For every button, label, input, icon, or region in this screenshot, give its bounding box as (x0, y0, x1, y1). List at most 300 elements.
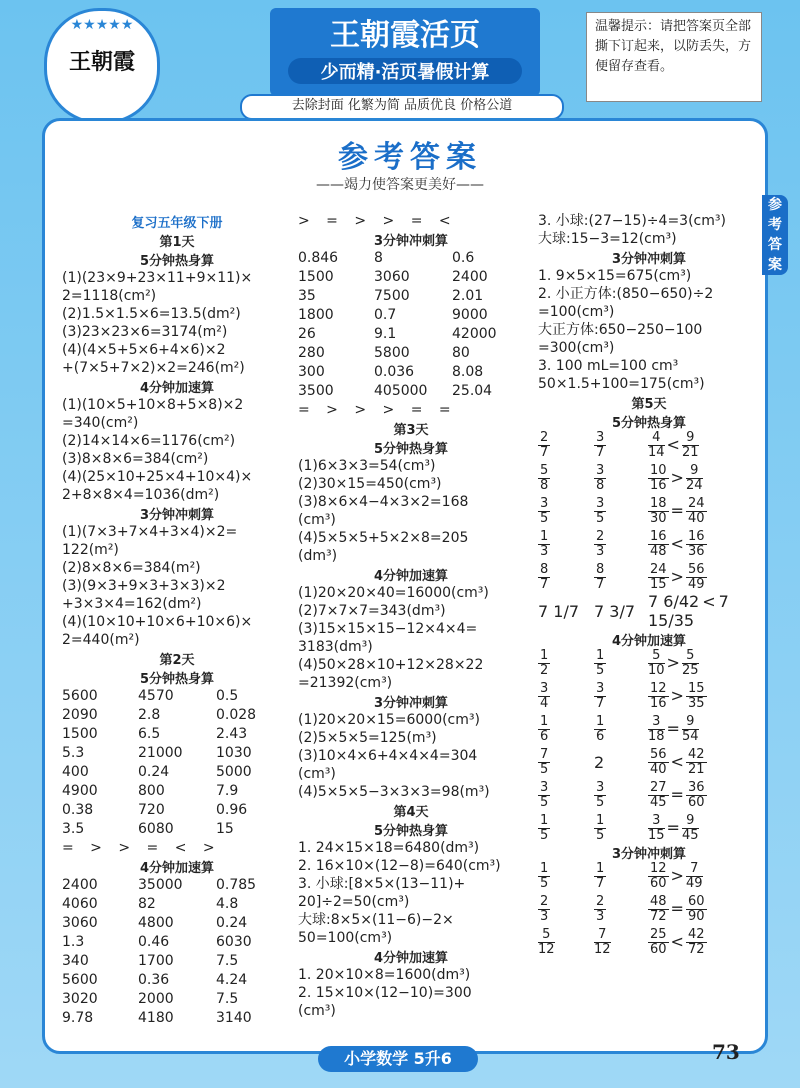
denominator: 90 (687, 909, 705, 924)
denominator: 5 (540, 762, 549, 777)
fraction (594, 895, 606, 924)
grid-cell: 0.5 (216, 688, 239, 704)
numerator: 1 (540, 648, 549, 663)
answer-line: 3. 100 mL=100 cm³ (538, 358, 679, 374)
answer-line: =21392(cm³) (298, 675, 393, 691)
fraction-cell (538, 715, 594, 744)
fraction (686, 530, 707, 559)
answer-line: 1. 9×5×15=675(cm³) (538, 268, 692, 284)
numerator: 3 (648, 715, 665, 730)
answer-line: 2=1118(cm²) (62, 288, 157, 304)
section-label: 3分钟冲刺算 (139, 508, 215, 523)
compare-sign: = (666, 719, 680, 738)
denominator: 14 (648, 445, 665, 460)
fraction-cell (594, 563, 648, 592)
grid-cell: 1.3 (62, 934, 85, 950)
denominator: 7 (596, 876, 605, 891)
fraction (686, 748, 707, 777)
grid-cell: 2400 (62, 877, 98, 893)
fraction-cell (538, 530, 594, 559)
page-title: 参考答案 (338, 140, 482, 175)
grid-cell: 3020 (62, 991, 98, 1007)
fraction-cell (594, 431, 648, 460)
fraction-cell (648, 748, 758, 777)
fraction (594, 563, 606, 592)
grid-cell: 3060 (374, 269, 410, 285)
fraction (648, 682, 669, 711)
answer-line: (dm³) (298, 548, 338, 564)
compare-signs: = > > > = = (298, 402, 457, 418)
fraction-cell (538, 781, 594, 810)
fraction (538, 649, 550, 678)
section-label: 第4天 (393, 805, 429, 820)
fraction-cell (538, 862, 594, 891)
numerator: 2 (540, 894, 549, 909)
denominator: 3 (540, 544, 549, 559)
denominator: 7 (540, 445, 549, 460)
grid-cell: 5600 (62, 688, 98, 704)
numerator: 1 (540, 813, 549, 828)
fraction (594, 682, 606, 711)
answer-line: 2. 16×10×(12−8)=640(cm³) (298, 858, 501, 874)
grid-cell: 25.04 (452, 383, 493, 399)
answer-line: 3. 小球:(27−15)÷4=3(cm³) (538, 213, 726, 229)
fraction (648, 530, 669, 559)
grid-cell: 8.08 (452, 364, 484, 380)
grid-cell: 0.785 (216, 877, 257, 893)
page-number: 73 (712, 1040, 740, 1064)
numerator: 25 (650, 927, 667, 942)
answer-line: 50×1.5+100=175(cm³) (538, 376, 705, 392)
fraction (648, 563, 669, 592)
grid-cell: 26 (298, 326, 316, 342)
grid-cell: 5.3 (62, 745, 85, 761)
numerator: 60 (687, 894, 705, 909)
grid-cell: 2090 (62, 707, 98, 723)
denominator: 6 (596, 729, 605, 744)
grid-cell: 0.7 (374, 307, 397, 323)
denominator: 30 (650, 511, 667, 526)
fraction-grid (538, 649, 760, 843)
numerator: 2 (596, 529, 605, 544)
fraction-cell (538, 814, 594, 843)
grid-cell: 7.5 (216, 991, 239, 1007)
grid-cell: 15 (216, 821, 234, 837)
grid-cell: 5800 (374, 345, 410, 361)
answer-line: 2=440(m²) (62, 632, 140, 648)
grid-cell: 9.1 (374, 326, 397, 342)
footer-label: 小学数学 5升6 (318, 1046, 478, 1072)
numerator: 9 (682, 814, 699, 829)
answer-line: (4)(4×5+5×6+4×6)×2 (62, 342, 226, 358)
answer-grid (62, 687, 292, 839)
answer-line: 大球:8×5×(11−6)−2× (298, 912, 454, 928)
numerator: 1 (596, 861, 605, 876)
numerator: 8 (596, 562, 605, 577)
brand-logo (44, 8, 160, 124)
answer-line: +3×3×4=162(dm²) (62, 596, 202, 612)
compare-sign: = (670, 501, 684, 520)
denominator: 5 (596, 511, 605, 526)
denominator: 72 (650, 909, 667, 924)
numerator: 2 (596, 894, 605, 909)
denominator: 60 (687, 795, 705, 810)
fraction (686, 928, 707, 957)
answer-line: (3)10×4×6+4×4×4=304 (298, 748, 478, 764)
grid-cell: 3060 (62, 915, 98, 931)
fraction (538, 895, 550, 924)
section-label: 第3天 (393, 423, 429, 438)
denominator: 5 (540, 511, 549, 526)
fraction (538, 497, 550, 526)
numerator: 1 (596, 714, 605, 729)
fraction (594, 649, 606, 678)
brand-subtitle: 少而精·活页暑假计算 (288, 58, 522, 84)
denominator: 5 (596, 828, 605, 843)
numerator: 1 (540, 861, 549, 876)
compare-sign: = (666, 818, 680, 837)
fraction-cell (538, 928, 594, 957)
denominator: 49 (687, 577, 705, 592)
numerator: 3 (540, 496, 549, 511)
answer-line: +(7×5+7×2)×2=246(m²) (62, 360, 245, 376)
section-label: 5分钟热身算 (373, 442, 449, 457)
compare-sign: > (670, 567, 684, 586)
grid-cell: 0.36 (138, 972, 170, 988)
fraction (682, 649, 699, 678)
numerator: 8 (540, 562, 549, 577)
grid-cell: 3500 (298, 383, 334, 399)
answer-line: (1)(10×5+10×8+5×8)×2 (62, 397, 244, 413)
numerator: 5 (648, 649, 665, 664)
answer-line: 122(m²) (62, 542, 119, 558)
tip-note: 温馨提示：请把答案页全部撕下订起来，以防丢失，方便留存查看。 (586, 12, 762, 102)
grid-cell: 720 (138, 802, 165, 818)
fraction (538, 563, 550, 592)
fraction (686, 682, 707, 711)
compare-signs: > = > > = < (298, 213, 457, 229)
grid-cell: 35 (298, 288, 316, 304)
fraction-cell (594, 895, 648, 924)
answer-line: 大正方体:650−250−100 (538, 322, 703, 338)
denominator: 8 (540, 478, 549, 493)
compare-sign: = (670, 785, 684, 804)
answer-line: (3)15×15×15−12×4×4= (298, 621, 478, 637)
numerator: 5 (682, 649, 699, 664)
compare-sign: > (666, 653, 680, 672)
denominator: 40 (687, 511, 705, 526)
answer-line: (1)(23×9+23×11+9×11)× (62, 270, 253, 286)
denominator: 24 (685, 478, 703, 493)
denominator: 15 (648, 828, 665, 843)
fraction (686, 497, 707, 526)
fraction (594, 431, 606, 460)
denominator: 49 (685, 876, 703, 891)
mixed-number-row (538, 592, 760, 630)
answer-line: (3)(9×3+9×3+3×3)×2 (62, 578, 226, 594)
answer-line: (2)8×8×6=384(m²) (62, 560, 201, 576)
fraction (686, 563, 707, 592)
answer-grid (298, 249, 524, 401)
grid-cell: 3140 (216, 1010, 252, 1026)
section-label: 5分钟热身算 (139, 254, 215, 269)
fraction-grid (538, 431, 760, 592)
fraction (538, 464, 550, 493)
fraction (594, 497, 606, 526)
fraction-cell (648, 530, 758, 559)
fraction-cell (538, 563, 594, 592)
slogan: 去除封面 化繁为简 品质优良 价格公道 (240, 94, 564, 120)
denominator: 10 (648, 663, 665, 678)
grid-cell: 400 (62, 764, 89, 780)
section-label: 第5天 (631, 397, 667, 412)
fraction-cell (648, 814, 758, 843)
section-label: 4分钟加速算 (373, 951, 449, 966)
answer-line: (4)50×28×10+12×28×22 (298, 657, 484, 673)
answer-line: 1. 24×15×18=6480(dm³) (298, 840, 480, 856)
numerator: 10 (650, 463, 667, 478)
fraction-cell (648, 682, 758, 711)
denominator: 3 (596, 544, 605, 559)
fraction (594, 928, 611, 957)
fraction-cell (648, 464, 758, 493)
denominator: 3 (540, 909, 549, 924)
answer-line: (4)5×5×5−3×3×3=98(m³) (298, 784, 490, 800)
denominator: 16 (650, 478, 667, 493)
fraction-cell (538, 682, 594, 711)
denominator: 6 (540, 729, 549, 744)
grid-cell: 1030 (216, 745, 252, 761)
denominator: 40 (650, 762, 667, 777)
numerator: 3 (596, 430, 605, 445)
numerator: 5 (538, 928, 555, 943)
fraction-cell (594, 862, 648, 891)
grid-cell: 4060 (62, 896, 98, 912)
grid-cell: 300 (298, 364, 325, 380)
answer-line: (3)23×23×6=3174(m²) (62, 324, 228, 340)
answer-line: (1)20×20×40=16000(cm³) (298, 585, 489, 601)
fraction-cell (538, 497, 594, 526)
grid-cell: 2.8 (138, 707, 161, 723)
compare-signs: = > > = < > (62, 840, 221, 856)
answer-line: (1)20×20×15=6000(cm³) (298, 712, 480, 728)
column-3 (538, 212, 760, 957)
numerator: 1 (540, 529, 549, 544)
numerator: 56 (650, 747, 667, 762)
fraction-cell (594, 464, 648, 493)
fraction (594, 781, 606, 810)
fraction (648, 895, 669, 924)
side-tab: 参考答案 (762, 195, 788, 275)
fraction (594, 715, 606, 744)
answer-grid (62, 876, 292, 1028)
grid-cell: 6.5 (138, 726, 161, 742)
fraction (686, 895, 707, 924)
fraction (686, 781, 707, 810)
grid-cell: 7.9 (216, 783, 239, 799)
denominator: 21 (687, 762, 705, 777)
compare-sign: = (670, 899, 684, 918)
grid-cell: 5600 (62, 972, 98, 988)
fraction-cell (648, 862, 758, 891)
fraction (538, 530, 550, 559)
brand-title: 王朝霞活页 (330, 18, 480, 53)
grid-cell: 42000 (452, 326, 497, 342)
numerator: 1 (596, 648, 605, 663)
answer-line: (4)5×5×5+5×2×8=205 (298, 530, 469, 546)
grid-cell: 82 (138, 896, 156, 912)
fraction-cell (594, 715, 648, 744)
answer-line: (1)(7×3+7×4+3×4)×2= (62, 524, 238, 540)
fraction (648, 862, 669, 891)
answer-line: 2. 小正方体:(850−650)÷2 (538, 286, 714, 302)
answer-line: (cm³) (298, 512, 336, 528)
fraction-cell (538, 464, 594, 493)
grid-cell: 1500 (62, 726, 98, 742)
numerator: 12 (650, 681, 667, 696)
section-label: 5分钟热身算 (611, 416, 687, 431)
fraction (686, 862, 703, 891)
numerator: 15 (687, 681, 705, 696)
denominator: 12 (538, 942, 555, 957)
numerator: 16 (650, 529, 667, 544)
denominator: 12 (594, 942, 611, 957)
fraction (594, 530, 606, 559)
grid-cell: 4.8 (216, 896, 239, 912)
answer-line: =300(cm³) (538, 340, 615, 356)
grid-cell: 800 (138, 783, 165, 799)
fraction (594, 464, 606, 493)
mixed-number: 7 3/7 (594, 601, 636, 621)
answer-line: 2+8×8×4=1036(dm²) (62, 487, 220, 503)
fraction-cell (648, 431, 758, 460)
numerator: 5 (540, 463, 549, 478)
answer-line: (1)6×3×3=54(cm³) (298, 458, 436, 474)
answer-line: =100(cm³) (538, 304, 615, 320)
grid-cell: 4570 (138, 688, 174, 704)
fraction-cell (538, 431, 594, 460)
brand-banner (270, 8, 540, 96)
grid-cell: 2.01 (452, 288, 484, 304)
fraction-cell (648, 497, 758, 526)
numerator: 4 (648, 431, 665, 446)
denominator: 60 (650, 942, 667, 957)
fraction (648, 715, 665, 744)
grid-cell: 4900 (62, 783, 98, 799)
section-label: 3分钟冲刺算 (611, 847, 687, 862)
numerator: 18 (650, 496, 667, 511)
grid-cell: 1800 (298, 307, 334, 323)
section-label: 3分钟冲刺算 (373, 696, 449, 711)
numerator: 9 (682, 715, 699, 730)
numerator: 2 (540, 430, 549, 445)
grid-cell: 4800 (138, 915, 174, 931)
answer-line: 1. 20×10×8=1600(dm³) (298, 967, 471, 983)
answer-line: (2)1.5×1.5×6=13.5(dm²) (62, 306, 241, 322)
answer-line: (3)8×6×4−4×3×2=168 (298, 494, 469, 510)
answer-line: 3. 小球:[8×5×(13−11)+ (298, 876, 466, 892)
numerator: 1 (540, 714, 549, 729)
denominator: 5 (596, 795, 605, 810)
grid-cell: 6030 (216, 934, 252, 950)
grid-cell: 0.24 (138, 764, 170, 780)
numerator: 9 (682, 431, 699, 446)
numerator: 24 (687, 496, 705, 511)
denominator: 8 (596, 478, 605, 493)
numerator: 3 (596, 780, 605, 795)
grid-cell: 0.38 (62, 802, 94, 818)
denominator: 25 (681, 663, 699, 678)
fraction (538, 814, 550, 843)
fraction-cell (594, 928, 648, 957)
denominator: 2 (540, 663, 549, 678)
mixed-compare (648, 592, 758, 630)
fraction-cell (594, 781, 648, 810)
compare-sign: > (670, 866, 684, 885)
grid-cell: 0.846 (298, 250, 339, 266)
fraction (538, 715, 550, 744)
denominator: 45 (681, 828, 699, 843)
denominator: 60 (650, 876, 667, 891)
grid-cell: 9000 (452, 307, 488, 323)
answer-line: (4)(25×10+25×4+10×4)× (62, 469, 253, 485)
fraction (538, 748, 550, 777)
page-subtitle: ——竭力使答案更美好—— (316, 177, 484, 193)
grid-cell: 6080 (138, 821, 174, 837)
grid-cell: 0.028 (216, 707, 257, 723)
grid-cell: 35000 (138, 877, 183, 893)
numerator: 24 (650, 562, 667, 577)
section-label: 4分钟加速算 (611, 634, 687, 649)
grid-cell: 0.96 (216, 802, 248, 818)
section-label: 4分钟加速算 (139, 381, 215, 396)
answer-line: (2)7×7×7=343(dm³) (298, 603, 446, 619)
numerator: 1 (596, 813, 605, 828)
answer-line: (2)30×15=450(cm³) (298, 476, 442, 492)
fraction (538, 928, 555, 957)
fraction (538, 431, 550, 460)
grid-cell: 3.5 (62, 821, 85, 837)
denominator: 3 (596, 909, 605, 924)
fraction (648, 649, 665, 678)
denominator: 7 (596, 696, 605, 711)
denominator: 7 (596, 445, 605, 460)
numerator: 36 (687, 780, 705, 795)
section-label: 5分钟热身算 (373, 824, 449, 839)
whole-number: 2 (594, 753, 605, 772)
fraction-cell (594, 814, 648, 843)
numerator: 3 (648, 814, 665, 829)
numerator: 7 (686, 862, 703, 877)
numerator: 3 (596, 681, 605, 696)
fraction-cell (648, 928, 758, 957)
denominator: 4 (540, 696, 549, 711)
numerator: 3 (540, 681, 549, 696)
compare-sign: < (670, 752, 684, 771)
denominator: 15 (650, 577, 667, 592)
mixed-number: 7 15/35 (648, 592, 729, 630)
fraction-cell (538, 748, 594, 777)
answer-line: (cm³) (298, 1003, 336, 1019)
denominator: 5 (540, 828, 549, 843)
fraction-cell (594, 530, 648, 559)
compare-sign: < (666, 435, 680, 454)
grid-cell: 0.036 (374, 364, 415, 380)
fraction (538, 862, 550, 891)
numerator: 3 (540, 780, 549, 795)
denominator: 5 (540, 876, 549, 891)
denominator: 7 (596, 577, 605, 592)
